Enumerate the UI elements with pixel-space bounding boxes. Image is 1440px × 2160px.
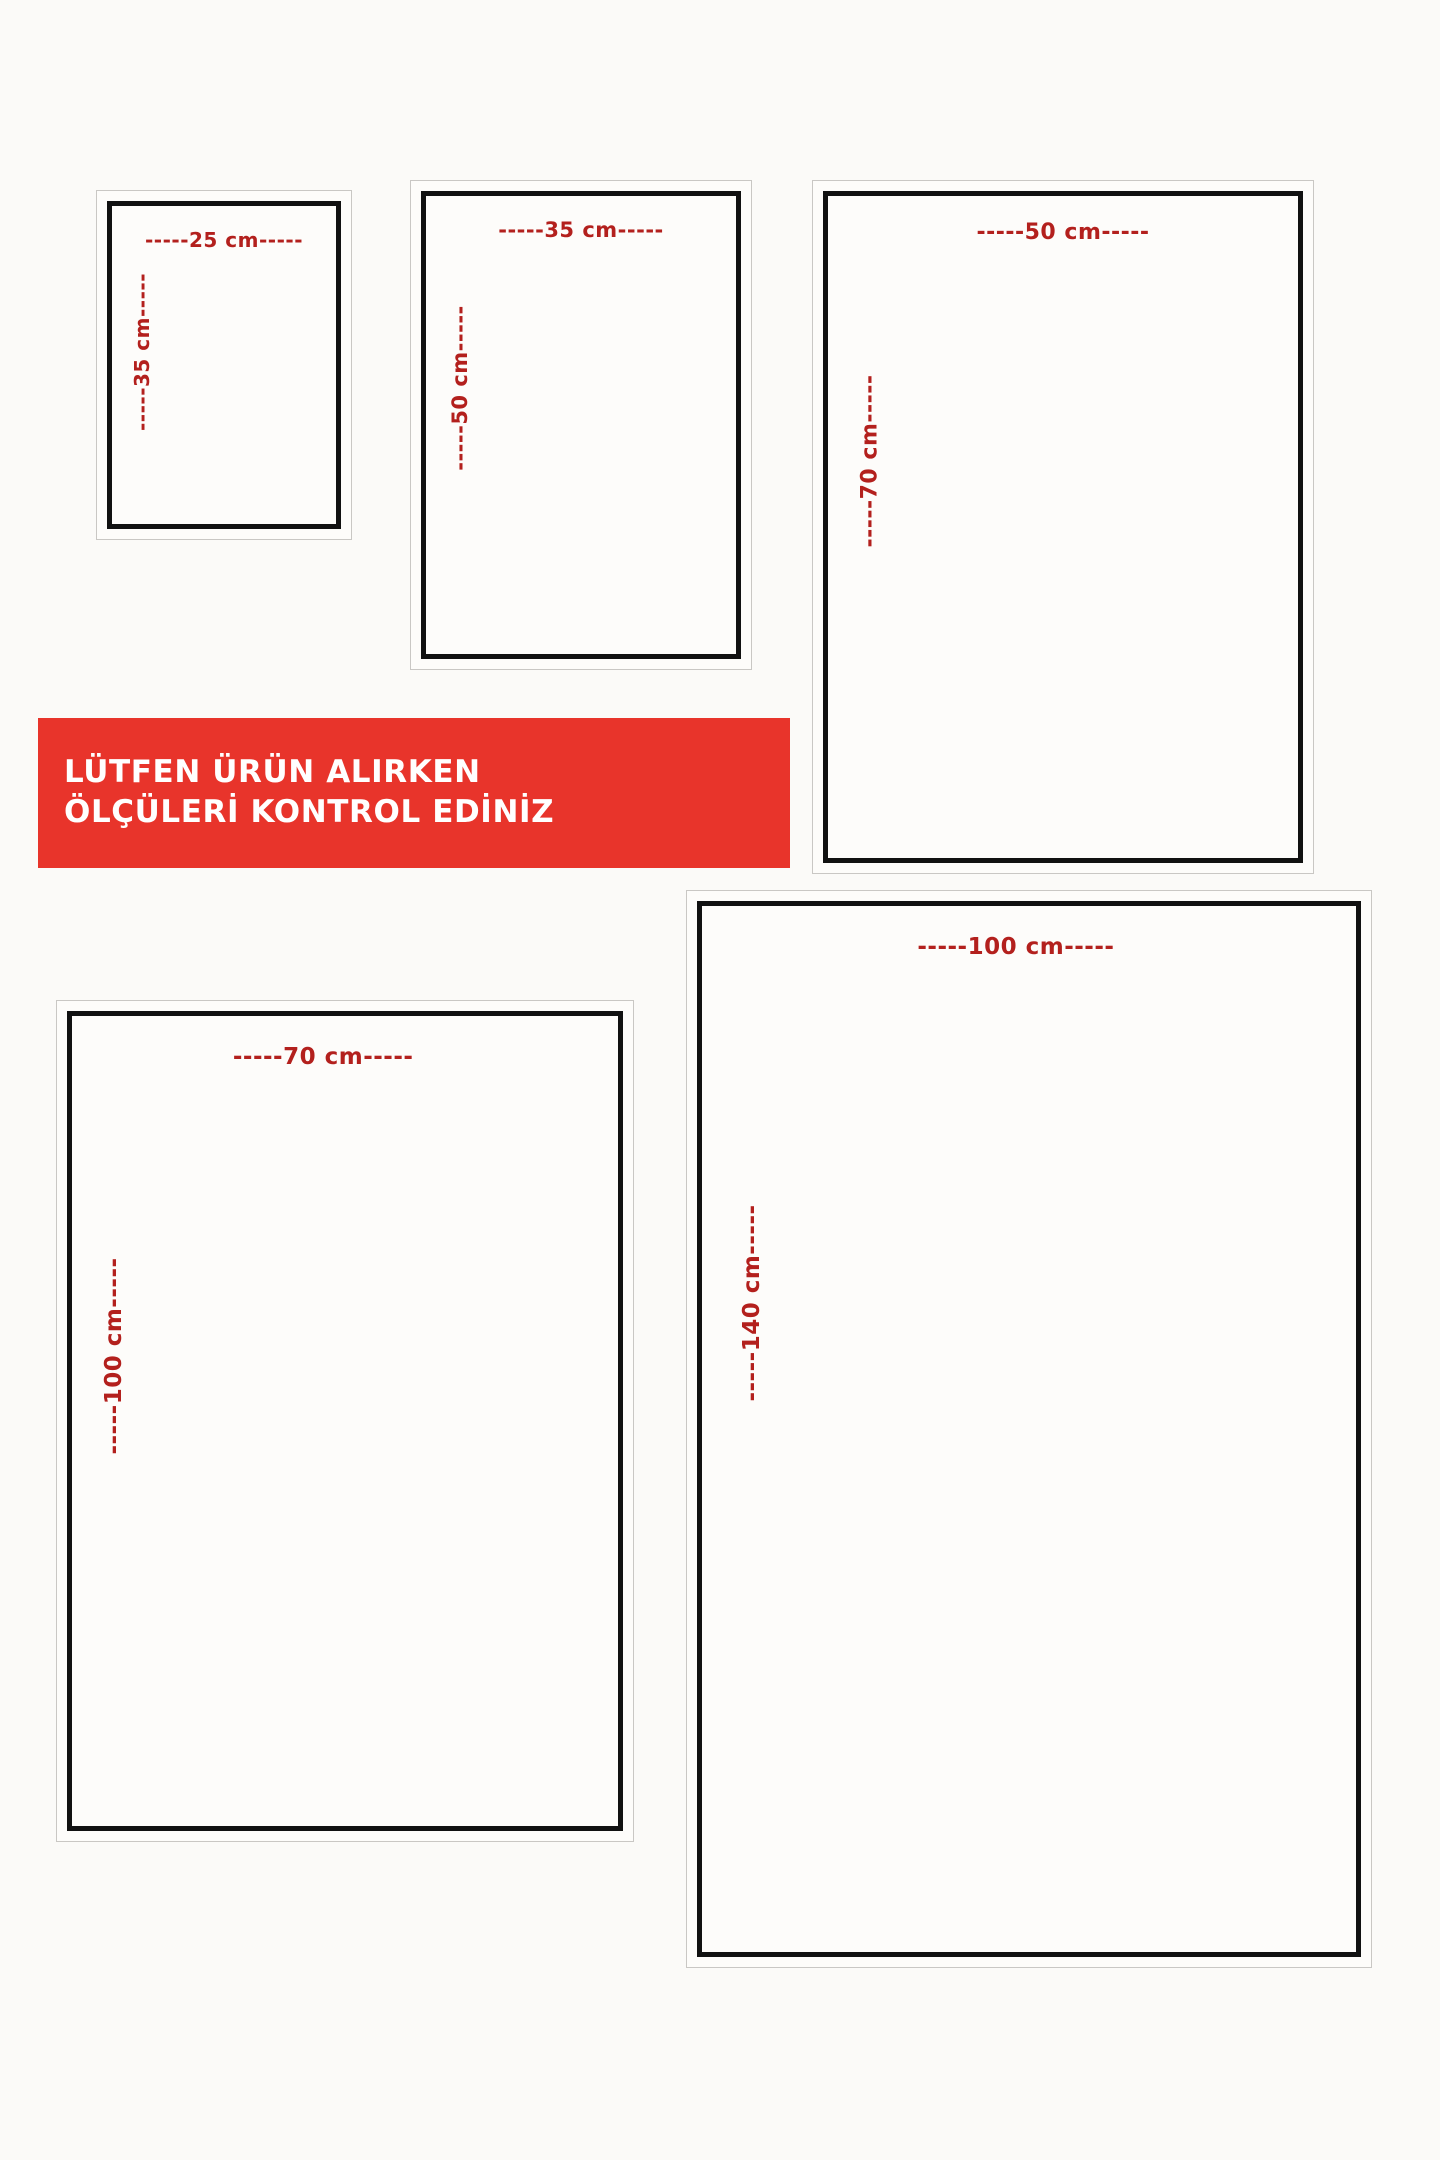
frame-25x35 <box>96 190 352 540</box>
warning-line-2: ÖLÇÜLERİ KONTROL EDİNİZ <box>64 794 555 830</box>
frame-inner-70x100 <box>67 1011 623 1831</box>
frame-inner-50x70 <box>823 191 1303 863</box>
frame-35x50 <box>410 180 752 670</box>
frame-inner-35x50 <box>421 191 741 659</box>
warning-line-1: LÜTFEN ÜRÜN ALIRKEN <box>64 754 481 791</box>
dim-width-100x140: -----100 cm----- <box>917 934 1115 960</box>
warning-banner <box>38 718 790 868</box>
dim-height-50x70: -----70 cm----- <box>857 374 883 548</box>
frame-inner-25x35 <box>107 201 341 529</box>
dim-width-50x70: -----50 cm----- <box>976 220 1150 245</box>
dim-width-35x50: -----35 cm----- <box>498 218 664 242</box>
dim-height-35x50: -----50 cm----- <box>448 305 472 472</box>
frame-inner-100x140 <box>697 901 1361 1957</box>
frame-100x140 <box>686 890 1372 1968</box>
dim-height-25x35: -----35 cm----- <box>130 273 154 432</box>
dim-height-70x100: -----100 cm----- <box>101 1257 127 1455</box>
dim-width-25x35: -----25 cm----- <box>145 228 303 252</box>
dim-width-70x100: -----70 cm----- <box>232 1044 414 1070</box>
frame-70x100 <box>56 1000 634 1842</box>
dim-height-100x140: -----140 cm----- <box>739 1204 765 1403</box>
frame-50x70 <box>812 180 1314 874</box>
